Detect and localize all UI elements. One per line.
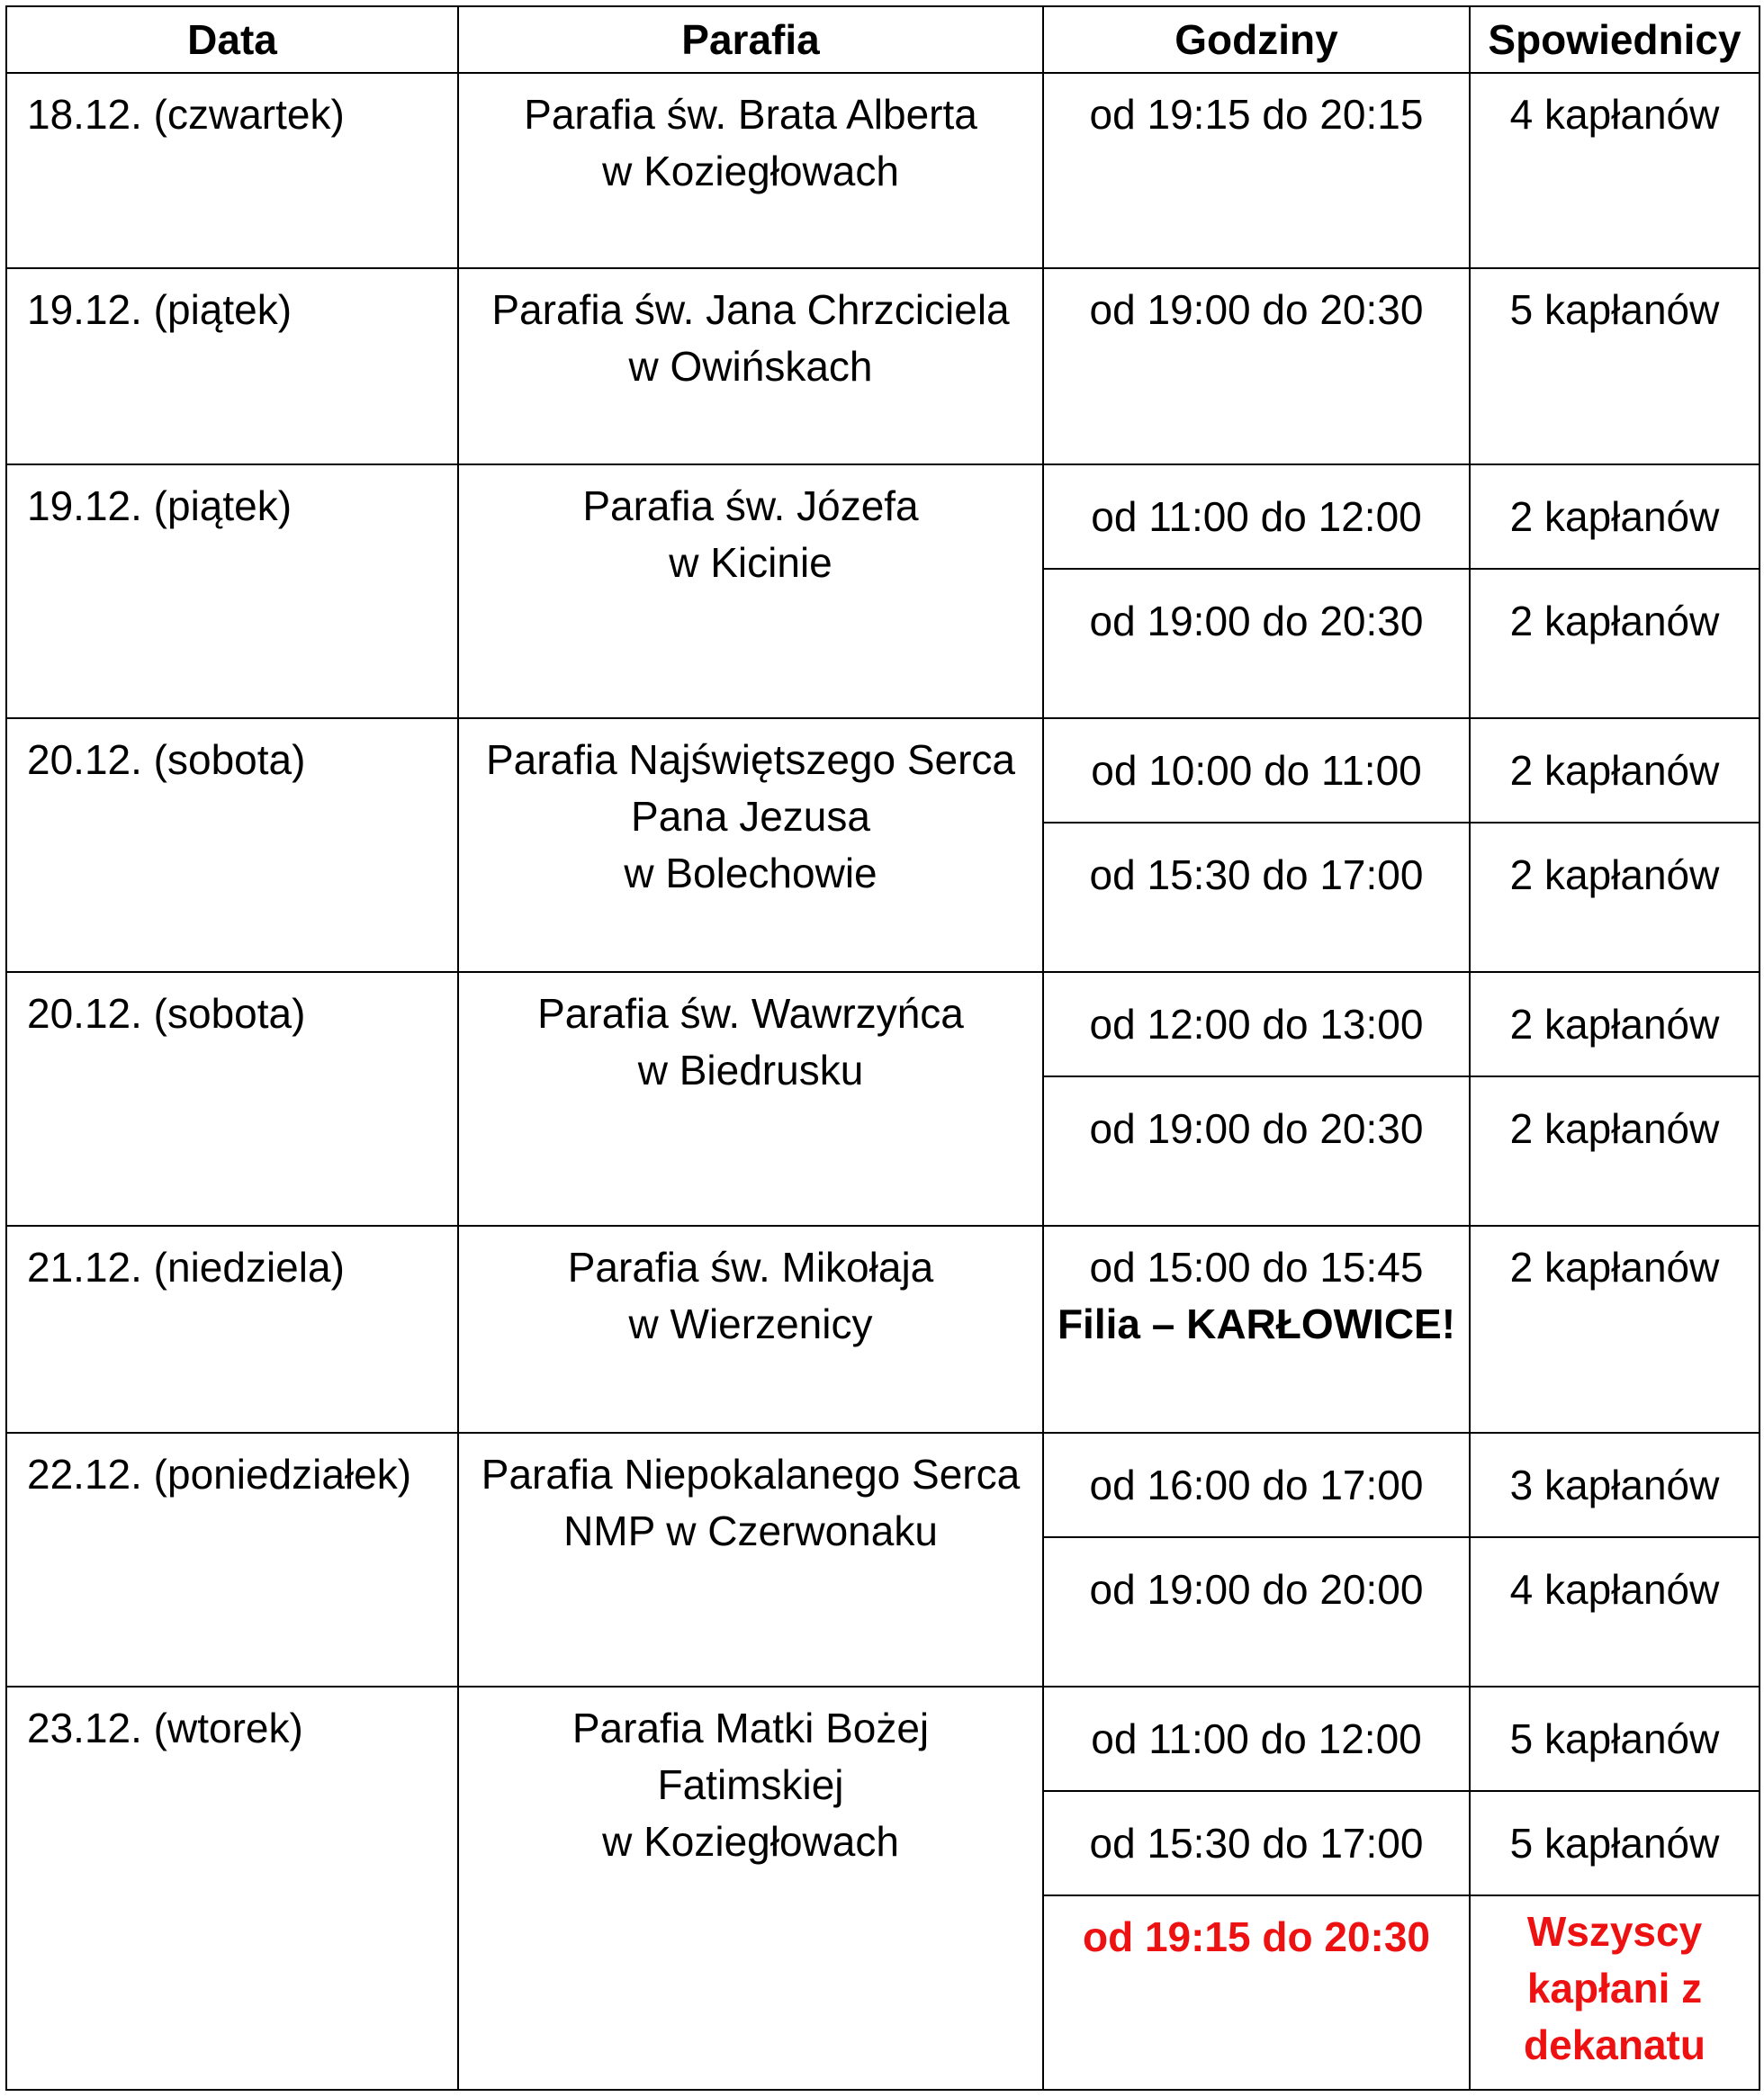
date-cell: 20.12. (sobota) — [6, 718, 458, 972]
header-hours: Godziny — [1043, 6, 1470, 73]
parish-cell — [458, 268, 1043, 464]
table-row — [6, 268, 1760, 464]
parish-line: Parafia Matki Bożej — [572, 1705, 930, 1751]
parish-cell — [458, 464, 1043, 718]
confessors-line: dekanatu — [1524, 2021, 1706, 2068]
parish-cell — [458, 972, 1043, 1226]
confessors-cell: 4 kapłanów — [1470, 73, 1760, 268]
hours-cell: od 16:00 do 17:00 — [1043, 1433, 1470, 1537]
parish-line: w Koziegłowach — [602, 1818, 899, 1865]
parish-line: Parafia Niepokalanego Serca — [481, 1451, 1021, 1498]
confessors-cell: 3 kapłanów — [1470, 1433, 1760, 1537]
parish-line: Parafia św. Wawrzyńca — [537, 990, 964, 1037]
parish-cell — [458, 73, 1043, 268]
confessors-cell: 5 kapłanów — [1470, 1687, 1760, 1791]
parish-line: Parafia św. Mikołaja — [567, 1244, 934, 1291]
date-cell: 20.12. (sobota) — [6, 972, 458, 1226]
date-cell: 18.12. (czwartek) — [6, 73, 458, 268]
header-parish: Parafia — [458, 6, 1043, 73]
table-row — [6, 1433, 1760, 1537]
parish-line: w Koziegłowach — [602, 148, 899, 194]
hours-text: od 15:00 do 15:45 — [1089, 1244, 1424, 1291]
confessors-cell: 2 kapłanów — [1470, 823, 1760, 972]
confessors-cell: 2 kapłanów — [1470, 972, 1760, 1076]
hours-cell: od 19:00 do 20:30 — [1043, 1076, 1470, 1226]
hours-cell — [1043, 1226, 1470, 1433]
hours-cell: od 19:00 do 20:00 — [1043, 1537, 1470, 1687]
parish-line: Parafia Najświętszego Serca — [485, 736, 1016, 783]
confessors-cell: 2 kapłanów — [1470, 464, 1760, 569]
date-cell: 23.12. (wtorek) — [6, 1687, 458, 2090]
parish-line: w Biedrusku — [637, 1047, 864, 1094]
parish-cell — [458, 1687, 1043, 2090]
date-cell: 19.12. (piątek) — [6, 268, 458, 464]
hours-cell: od 19:00 do 20:30 — [1043, 569, 1470, 718]
hours-cell: od 11:00 do 12:00 — [1043, 1687, 1470, 1791]
parish-line: w Bolechowie — [624, 850, 878, 896]
hours-cell: od 11:00 do 12:00 — [1043, 464, 1470, 569]
parish-line: w Wierzenicy — [628, 1300, 873, 1347]
table-row — [6, 718, 1760, 823]
date-cell: 21.12. (niedziela) — [6, 1226, 458, 1433]
parish-cell — [458, 1226, 1043, 1433]
confessors-cell: 2 kapłanów — [1470, 718, 1760, 823]
header-confessors: Spowiednicy — [1470, 6, 1760, 73]
header-row — [6, 6, 1760, 73]
table-row — [6, 73, 1760, 268]
confessors-cell: 2 kapłanów — [1470, 1226, 1760, 1433]
confessors-cell: 2 kapłanów — [1470, 569, 1760, 718]
parish-line: Fatimskiej — [657, 1761, 844, 1808]
hours-note: Filia – KARŁOWICE! — [1057, 1300, 1456, 1347]
confessors-cell: 5 kapłanów — [1470, 1791, 1760, 1895]
parish-line: w Owińskach — [628, 343, 873, 390]
header-date: Data — [6, 6, 458, 73]
confessors-cell: 4 kapłanów — [1470, 1537, 1760, 1687]
hours-cell: od 12:00 do 13:00 — [1043, 972, 1470, 1076]
parish-line: w Kicinie — [669, 539, 832, 586]
parish-line: Parafia św. Jana Chrzciciela — [491, 286, 1010, 333]
date-cell: 19.12. (piątek) — [6, 464, 458, 718]
parish-line: NMP w Czerwonaku — [563, 1508, 938, 1554]
hours-cell: od 19:15 do 20:15 — [1043, 73, 1470, 268]
table-row — [6, 464, 1760, 569]
table-row — [6, 972, 1760, 1076]
parish-line: Pana Jezusa — [631, 793, 870, 840]
hours-cell: od 15:30 do 17:00 — [1043, 1791, 1470, 1895]
hours-cell-highlight: od 19:15 do 20:30 — [1043, 1895, 1470, 2090]
parish-cell — [458, 718, 1043, 972]
parish-line: Parafia św. Brata Alberta — [524, 91, 977, 138]
confessors-cell: 5 kapłanów — [1470, 268, 1760, 464]
hours-cell: od 19:00 do 20:30 — [1043, 268, 1470, 464]
parish-line: Parafia św. Józefa — [582, 482, 919, 529]
hours-cell: od 15:30 do 17:00 — [1043, 823, 1470, 972]
table-row — [6, 1687, 1760, 1791]
confessors-cell: 2 kapłanów — [1470, 1076, 1760, 1226]
confession-schedule-table — [5, 5, 1760, 2091]
hours-cell: od 10:00 do 11:00 — [1043, 718, 1470, 823]
confessors-line: kapłani z — [1526, 1965, 1703, 2012]
confessors-line: Wszyscy — [1526, 1908, 1703, 1955]
parish-cell — [458, 1433, 1043, 1687]
date-cell: 22.12. (poniedziałek) — [6, 1433, 458, 1687]
table-row — [6, 1226, 1760, 1433]
confessors-cell-highlight — [1470, 1895, 1760, 2090]
